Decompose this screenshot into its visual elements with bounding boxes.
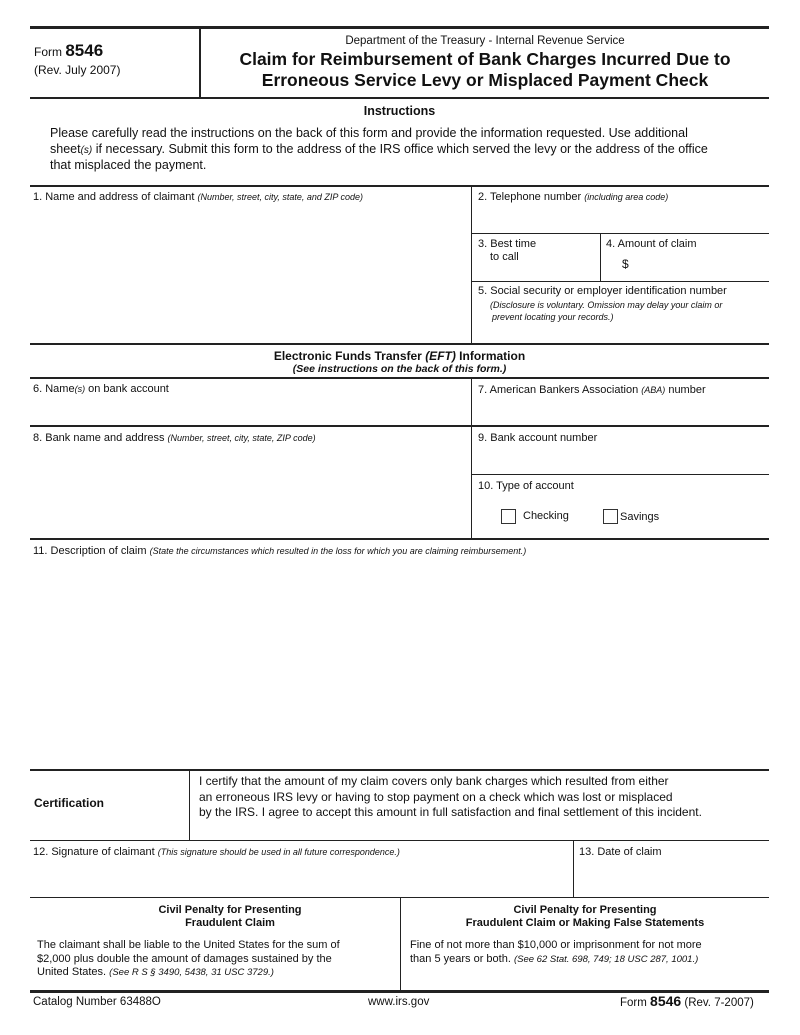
field-description[interactable]	[30, 540, 769, 768]
eft-top-rule	[30, 343, 769, 345]
field-3-label-line2: to call	[490, 251, 519, 263]
field-7-label-c: number	[665, 384, 706, 396]
instructions-line1: Please carefully read the instructions on the back of this form and provide the information requested. Use additional	[50, 126, 688, 140]
penalty-left-line1: The claimant shall be liable to the United States for the sum of	[37, 939, 340, 951]
field-6-label-a: 6. Name	[33, 383, 75, 395]
footer-form-id	[620, 993, 754, 1009]
form-title-line2: Erroneous Service Levy or Misplaced Payment Check	[261, 70, 709, 90]
field-12-hint: (This signature should be used in all future correspondence.)	[157, 847, 400, 857]
field-6-label-b: (s)	[74, 384, 86, 394]
penalty-left-title-line2: Fraudulent Claim	[185, 917, 275, 929]
instructions-heading: Instructions	[363, 104, 436, 118]
field-best-time[interactable]	[472, 234, 599, 280]
instructions-text	[50, 126, 708, 174]
field-3-label-line1: 3. Best time	[478, 238, 537, 250]
penalty-right-text	[410, 939, 702, 966]
field-signature[interactable]	[30, 841, 572, 896]
irs-website-link[interactable]: www.irs.gov	[368, 996, 430, 1008]
form-revision: (Rev. July 2007)	[34, 63, 121, 77]
field-8-label-text: 8. Bank name and address	[33, 432, 168, 444]
certification-text	[199, 774, 702, 821]
field-4-label: 4. Amount of claim	[606, 238, 697, 250]
field-12-label	[33, 846, 400, 859]
catalog-number: Catalog Number 63488O	[33, 996, 161, 1008]
field-10-label: 10. Type of account	[478, 480, 574, 492]
penalty-right-citation: (See 62 Stat. 698, 749; 18 USC 287, 1001.)	[513, 953, 699, 965]
field-telephone[interactable]	[472, 186, 769, 232]
field-bank-name-address[interactable]	[30, 427, 470, 539]
instructions-line2-a: sheet	[50, 141, 81, 156]
field-5-label: 5. Social security or employer identification number	[478, 285, 727, 297]
checking-checkbox[interactable]	[501, 509, 516, 524]
field-12-label-text: 12. Signature of claimant	[33, 846, 158, 858]
penalty-right-line2-text: than 5 years or both.	[410, 952, 514, 965]
field-amount[interactable]	[601, 234, 769, 280]
footer-form-number: 8546	[650, 993, 682, 1009]
currency-symbol: $	[622, 257, 629, 271]
certification-line1: I certify that the amount of my claim covers only bank charges which resulted from either	[199, 774, 669, 788]
eft-heading-a: Electronic Funds Transfer	[273, 349, 426, 363]
field-2-label	[478, 191, 668, 204]
penalty-left-text	[37, 939, 340, 980]
footer-form-prefix: Form	[620, 997, 651, 1009]
form-title	[200, 49, 770, 91]
field-name-address[interactable]	[30, 186, 470, 343]
instructions-line2	[50, 142, 708, 159]
form-prefix: Form	[34, 45, 62, 59]
penalty-right-title-line2: Fraudulent Claim or Making False Statements	[465, 917, 705, 929]
field-11-hint: (State the circumstances which resulted in the loss for which you are claiming reimbursement.)	[149, 546, 527, 556]
penalty-left-title-line1: Civil Penalty for Presenting	[158, 904, 302, 916]
form-number: 8546	[65, 41, 104, 60]
agency-name: Department of the Treasury - Internal Revenue Service	[345, 35, 625, 47]
instructions-line2-b: (s)	[80, 144, 93, 156]
eft-heading-b: (EFT)	[425, 349, 456, 363]
eft-heading	[30, 349, 769, 363]
certification-top-rule	[30, 769, 769, 771]
certification-label: Certification	[34, 796, 105, 810]
form-title-line1: Claim for Reimbursement of Bank Charges Incurred Due to	[239, 49, 731, 69]
penalty-left-citation: (See R S § 3490, 5438, 31 USC 3729.)	[109, 967, 274, 978]
field-9-label: 9. Bank account number	[478, 432, 598, 444]
savings-label: Savings	[620, 511, 660, 523]
header-bottom-rule	[30, 97, 769, 99]
footer-revision: (Rev. 7-2007)	[681, 997, 754, 1009]
penalty-left-line3	[37, 966, 340, 980]
field-6-label-c: on bank account	[85, 383, 169, 395]
field-7-label-b: (ABA)	[641, 385, 666, 395]
field-8-label	[33, 432, 316, 445]
field-1-hint: (Number, street, city, state, and ZIP code)	[197, 192, 364, 202]
certification-line3: by the IRS. I agree to accept this amount in full satisfaction and final settlement of this incident.	[199, 805, 702, 819]
field-11-label	[33, 545, 526, 558]
field-1-label	[33, 191, 363, 204]
header-top-rule	[30, 26, 769, 29]
penalty-right-line1: Fine of not more than $10,000 or imprisonment for not more	[410, 939, 702, 951]
eft-heading-c: Information	[455, 349, 526, 363]
penalty-left-line3-text: United States.	[37, 966, 110, 978]
field-aba-number[interactable]	[472, 378, 769, 424]
certification-line2: an erroneous IRS levy or having to stop payment on a check which was lost or misplaced	[199, 789, 673, 804]
instructions-line2-c: if necessary. Submit this form to the address of the IRS office which served the levy or the address of the office	[92, 141, 708, 156]
field-2-hint: (including area code)	[584, 192, 669, 202]
field-account-type	[472, 475, 769, 539]
field-1-label-text: 1. Name and address of claimant	[33, 191, 198, 203]
field-6-label	[33, 383, 169, 396]
penalty-right-title	[401, 904, 769, 930]
instructions-line3: that misplaced the payment.	[50, 158, 207, 172]
penalty-fraudulent-claim	[30, 898, 400, 988]
penalty-left-title	[50, 904, 410, 930]
field-2-label-text: 2. Telephone number	[478, 191, 585, 203]
field-7-label-a: 7. American Bankers Association	[478, 384, 642, 396]
penalty-right-title-line1: Civil Penalty for Presenting	[513, 904, 657, 916]
certification-divider	[189, 770, 190, 840]
penalty-right-line2	[410, 953, 702, 967]
field-7-label	[478, 384, 706, 397]
form-id	[34, 41, 103, 61]
field-8-hint: (Number, street, city, state, ZIP code)	[167, 433, 316, 443]
field-13-label: 13. Date of claim	[579, 846, 662, 858]
penalty-false-statements	[401, 898, 769, 988]
eft-subheading: (See instructions on the back of this form.)	[292, 363, 507, 375]
penalty-left-line2: $2,000 plus double the amount of damages sustained by the	[37, 952, 332, 965]
field-account-names[interactable]	[30, 378, 470, 424]
field-bank-account-number[interactable]	[472, 427, 769, 473]
field-11-label-text: 11. Description of claim	[33, 545, 150, 557]
field-date-of-claim[interactable]	[574, 841, 769, 896]
field-ssn-ein[interactable]	[472, 282, 769, 343]
field-5-hint-line1: (Disclosure is voluntary. Omission may delay your claim or	[490, 300, 723, 310]
savings-checkbox[interactable]	[603, 509, 618, 524]
checking-label: Checking	[523, 510, 569, 522]
field-5-hint-line2: prevent locating your records.)	[492, 312, 614, 322]
